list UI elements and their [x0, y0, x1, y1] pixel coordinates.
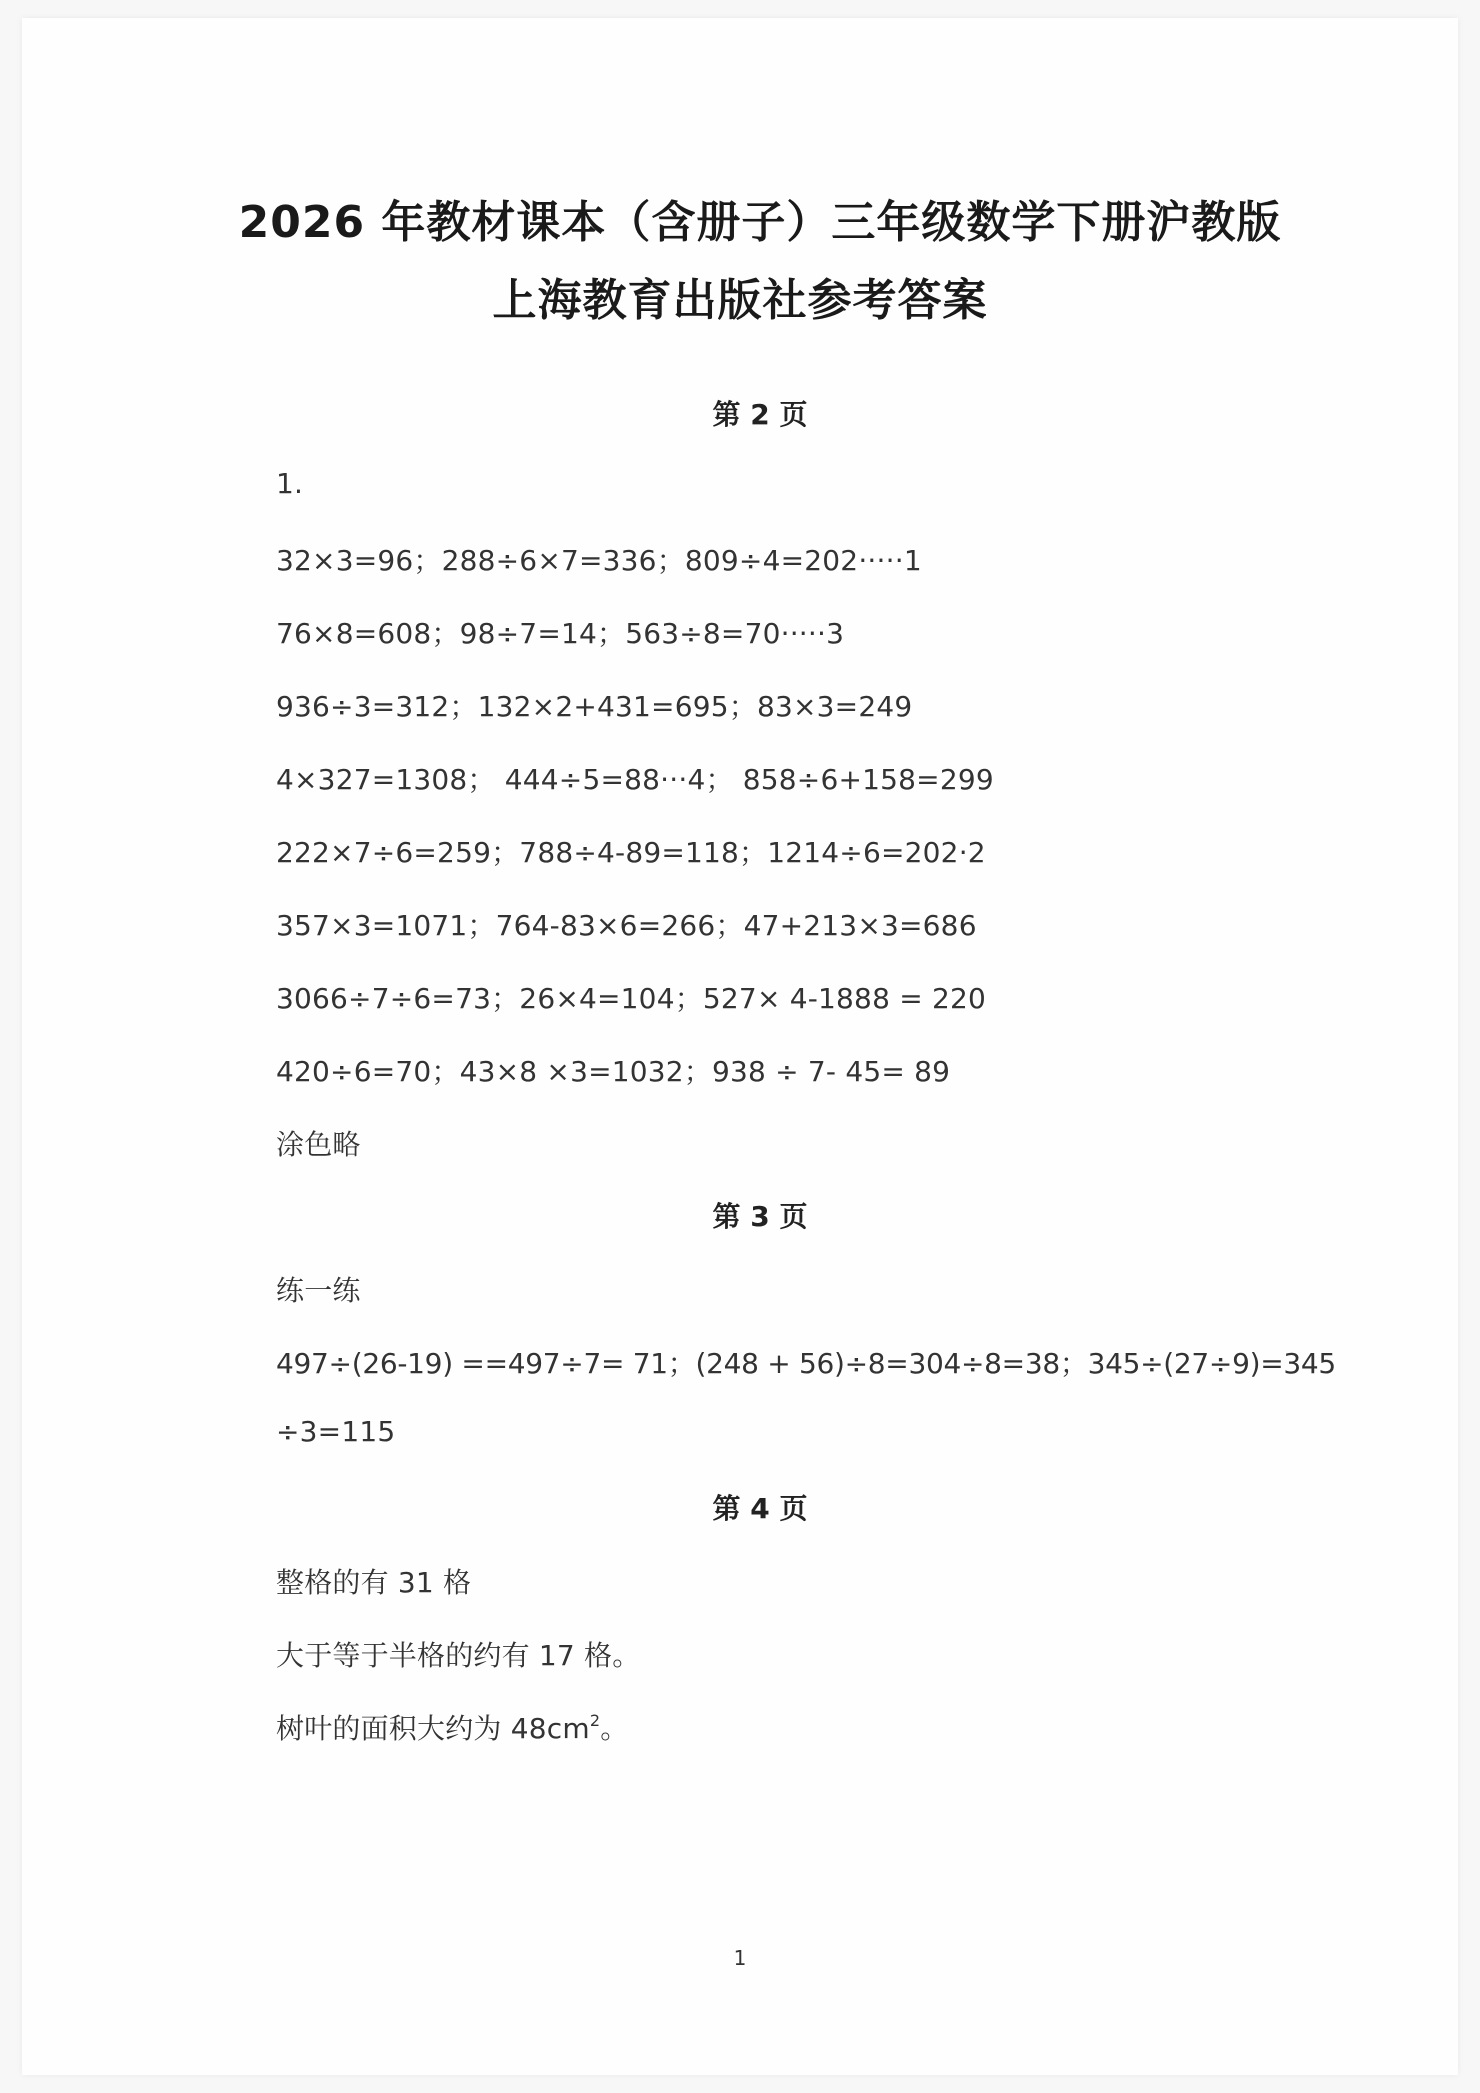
area-suffix: 。: [600, 1712, 629, 1745]
area-superscript: 2: [589, 1711, 601, 1730]
answer-line: 大于等于半格的约有 17 格。: [276, 1639, 641, 1672]
answer-line: 357×3=1071；764-83×6=266；47+213×3=686: [276, 909, 977, 942]
section-heading-page-2: 第 2 页: [712, 398, 808, 431]
answer-line: 涂色略: [276, 1128, 361, 1161]
answer-line: 936÷3=312；132×2+431=695；83×3=249: [276, 690, 913, 723]
answer-line: 1.: [276, 467, 304, 500]
document-title-line-1: 2026 年教材课本（含册子）三年级数学下册沪教版: [238, 197, 1282, 248]
document-title-line-2: 上海教育出版社参考答案: [492, 275, 988, 326]
answer-line: 76×8=608；98÷7=14；563÷8=70·····3: [276, 617, 845, 650]
page-number: 1: [733, 1946, 747, 1970]
answer-line-area: [276, 1707, 628, 1747]
answer-line: 497÷(26-19) ==497÷7= 71；(248 + 56)÷8=304÷8=38；345÷(27÷9)=345: [276, 1347, 1336, 1380]
area-text: 树叶的面积大约为 48cm: [276, 1712, 590, 1745]
answer-line: 整格的有 31 格: [276, 1566, 472, 1599]
answer-line: 32×3=96；288÷6×7=336；809÷4=202·····1: [276, 544, 922, 577]
section-heading-page-3: 第 3 页: [712, 1200, 808, 1233]
answer-line: 3066÷7÷6=73；26×4=104；527× 4-1888 = 220: [276, 982, 986, 1015]
section-heading-page-4: 第 4 页: [712, 1492, 808, 1525]
answer-line: 4×327=1308； 444÷5=88···4； 858÷6+158=299: [276, 763, 994, 796]
answer-line: 420÷6=70；43×8 ×3=1032；938 ÷ 7- 45= 89: [276, 1055, 951, 1088]
answer-line: ÷3=115: [276, 1415, 396, 1448]
answer-line: 222×7÷6=259；788÷4-89=118；1214÷6=202·2: [276, 836, 986, 869]
answer-line: 练一练: [276, 1274, 361, 1307]
